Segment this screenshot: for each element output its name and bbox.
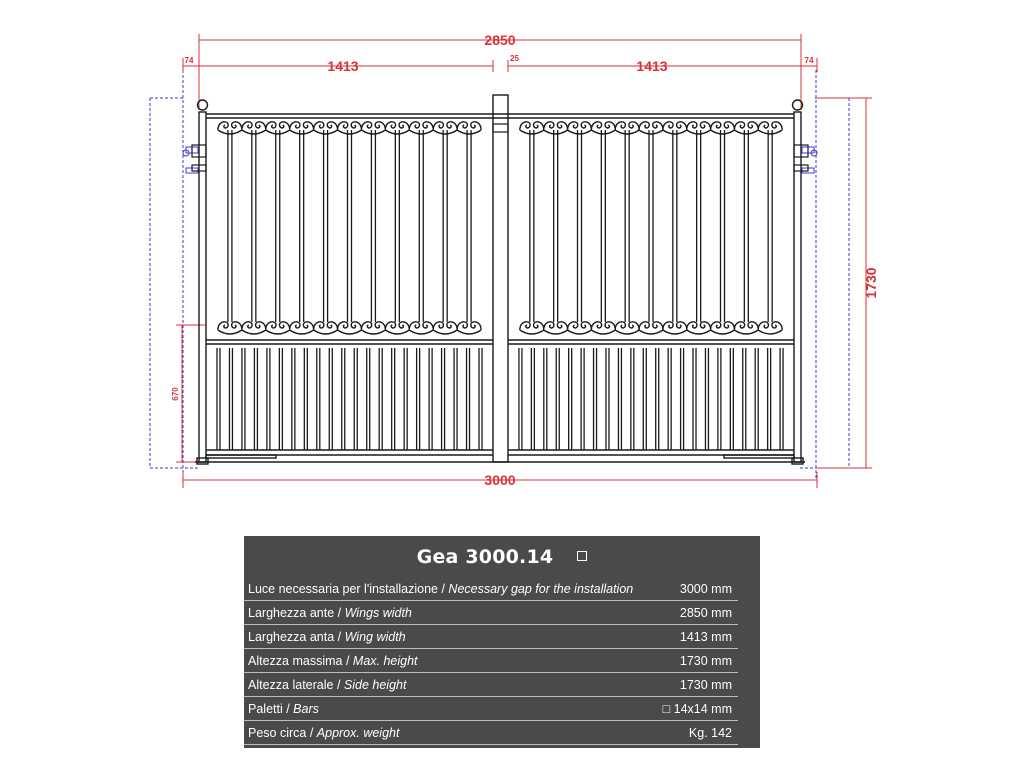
scroll-top [218,122,242,134]
spec-label-it: Larghezza anta [248,630,335,644]
scroll-top [639,122,663,134]
spec-value: 1413 mm [679,630,732,644]
scroll-middle [385,322,409,334]
gate-structure [195,95,805,464]
scroll-top [266,122,290,134]
dim-wing-right-label: 1413 [636,58,668,74]
spec-label-en: Wing width [344,630,406,644]
scroll-middle [615,322,639,334]
spec-value: Kg. 142 [688,726,732,740]
scroll-top [544,122,568,134]
scroll-top [242,122,266,134]
scroll-middle [687,322,711,334]
scroll-top [433,122,457,134]
scroll-top [457,122,481,134]
product-title [244,546,760,568]
scroll-middle [711,322,735,334]
spec-value: 3000 mm [679,582,732,596]
dim-wing-left-label: 1413 [327,58,359,74]
spec-label: Larghezza ante / Wings width [248,606,412,620]
scroll-middle [544,322,568,334]
spec-row [244,600,738,625]
scroll-top [687,122,711,134]
scroll-middle [520,322,544,334]
scroll-middle [568,322,592,334]
scroll-top [663,122,687,134]
scroll-top [615,122,639,134]
spec-label-it: Paletti [248,702,283,716]
scroll-middle [758,322,782,334]
dim-side-height-label: 670 [171,387,180,401]
spec-label: Luce necessaria per l'installazione / Necessary gap for the installation [248,582,634,596]
scroll-middle [242,322,266,334]
scroll-middle [639,322,663,334]
spec-row [244,672,738,697]
scroll-middle [409,322,433,334]
spec-label-it: Luce necessaria per l'installazione [248,582,438,596]
spec-label: Altezza laterale / Side height [248,678,407,692]
spec-label-en: Wings width [344,606,412,620]
scroll-middle [457,322,481,334]
scroll-top [338,122,362,134]
scroll-middle [663,322,687,334]
dim-opening-label: 3000 [484,472,516,488]
spec-row [244,576,738,601]
spec-value: 1730 mm [679,654,732,668]
scroll-middle [338,322,362,334]
scroll-ornaments [218,122,782,334]
spec-row [244,648,738,673]
scroll-top [568,122,592,134]
spec-value: □ 14x14 mm [662,702,732,716]
scroll-top [758,122,782,134]
scroll-middle [433,322,457,334]
scroll-middle [218,322,242,334]
dim-post-right-label: 74 [804,56,814,65]
scroll-top [591,122,615,134]
spec-label-en: Side height [343,678,407,692]
spec-label-en: Approx. weight [316,726,400,740]
spec-label-it: Altezza massima [248,654,343,668]
spec-row [244,720,738,745]
scroll-top [711,122,735,134]
scroll-middle [290,322,314,334]
dim-post-left-label: 74 [184,56,194,65]
scroll-top [734,122,758,134]
square-outline-icon [577,551,587,561]
scroll-middle [314,322,338,334]
scroll-middle [361,322,385,334]
scroll-top [520,122,544,134]
spec-label-en: Max. height [352,654,418,668]
scroll-top [314,122,338,134]
spec-label-it: Peso circa [248,726,307,740]
spec-label-it: Altezza laterale [248,678,334,692]
scroll-top [290,122,314,134]
spec-row [244,696,738,721]
product-title-text: Gea 3000.14 [416,546,554,568]
specification-panel [244,536,760,748]
spec-row [244,624,738,649]
scroll-middle [266,322,290,334]
spec-label: Paletti / Bars [248,702,319,716]
scroll-top [385,122,409,134]
scroll-top [409,122,433,134]
spec-label-it: Larghezza ante [248,606,335,620]
spec-label-en: Necessary gap for the installation [448,582,634,596]
scroll-top [361,122,385,134]
gate-bars [217,130,783,450]
dim-total-width-label: 2850 [484,32,516,48]
hinges [183,147,817,173]
dim-center-gap-label: 25 [510,54,519,63]
spec-value: 2850 mm [679,606,732,620]
scroll-middle [591,322,615,334]
spec-label-en: Bars [293,702,319,716]
spec-value: 1730 mm [679,678,732,692]
spec-label: Peso circa / Approx. weight [248,726,400,740]
spec-label: Larghezza anta / Wing width [248,630,406,644]
scroll-middle [734,322,758,334]
dim-height-label: 1730 [863,267,879,299]
spec-label: Altezza massima / Max. height [248,654,418,668]
